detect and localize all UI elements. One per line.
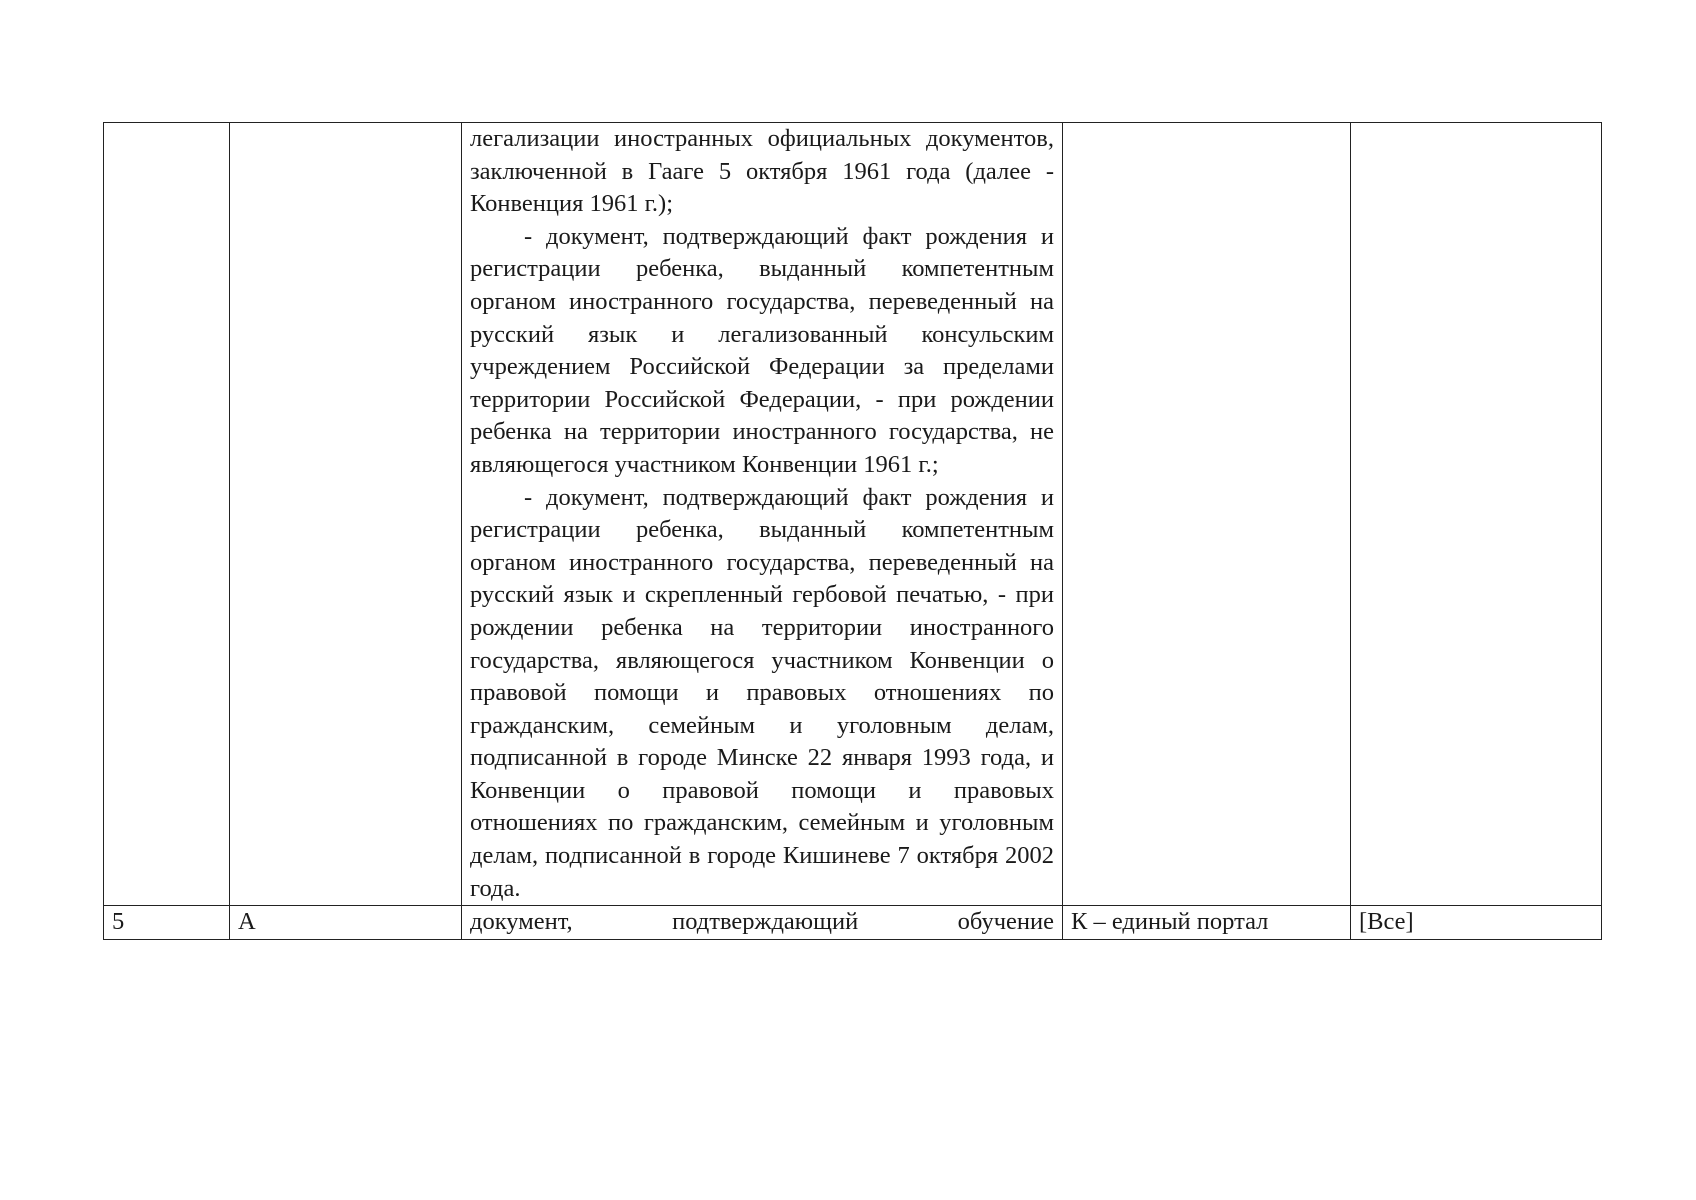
paragraph-legalization: легализации иностранных официальных документов, заключенной в Гааге 5 октября 1961 года (далее - Конвенция 1961 г.); — [470, 125, 1054, 218]
cell-document-text — [462, 123, 1063, 906]
cell-number: 5 — [104, 906, 230, 940]
text-word: подтверждающий — [672, 908, 859, 936]
text-word: документ, — [470, 908, 573, 936]
cell-number — [104, 123, 230, 906]
cell-category: А — [230, 906, 462, 940]
cell-document-text — [462, 906, 1063, 940]
paragraph-consular-legalization: - документ, подтверждающий факт рождения и регистрации ребенка, выданный компетентным органом иностранного государства, переведенный на русский язык и легализованный консульским учреждением Российской Федерации за пределами территории Российской Федерации, - при рождении ребенка на территории иностранного государства, не являющегося участником Конвенции 1961 г.; — [470, 222, 1054, 478]
cell-channel: К – единый портал — [1063, 906, 1351, 940]
cell-category — [230, 123, 462, 906]
table-row-continued — [104, 123, 1602, 906]
cell-channel — [1063, 123, 1351, 906]
document-table — [103, 122, 1602, 940]
paragraph-stamp-seal: - документ, подтверждающий факт рождения и регистрации ребенка, выданный компетентным органом иностранного государства, переведенный на русский язык и скрепленный гербовой печатью, - при рождении ребенка на территории иностранного государства, являющегося участником Конвенции о правовой помощи и правовых отношениях по гражданским, семейным и уголовным делам, подписанной в городе Минске 22 января 1993 года, и Конвенции о правовой помощи и правовых отношениях по гражданским, семейным и уголовным делам, подписанной в городе Кишиневе 7 октября 2002 года. — [470, 483, 1054, 902]
cell-applicants: [Все] — [1351, 906, 1602, 940]
table-row-5 — [104, 906, 1602, 940]
text-word: обучение — [957, 908, 1054, 936]
cell-applicants — [1351, 123, 1602, 906]
